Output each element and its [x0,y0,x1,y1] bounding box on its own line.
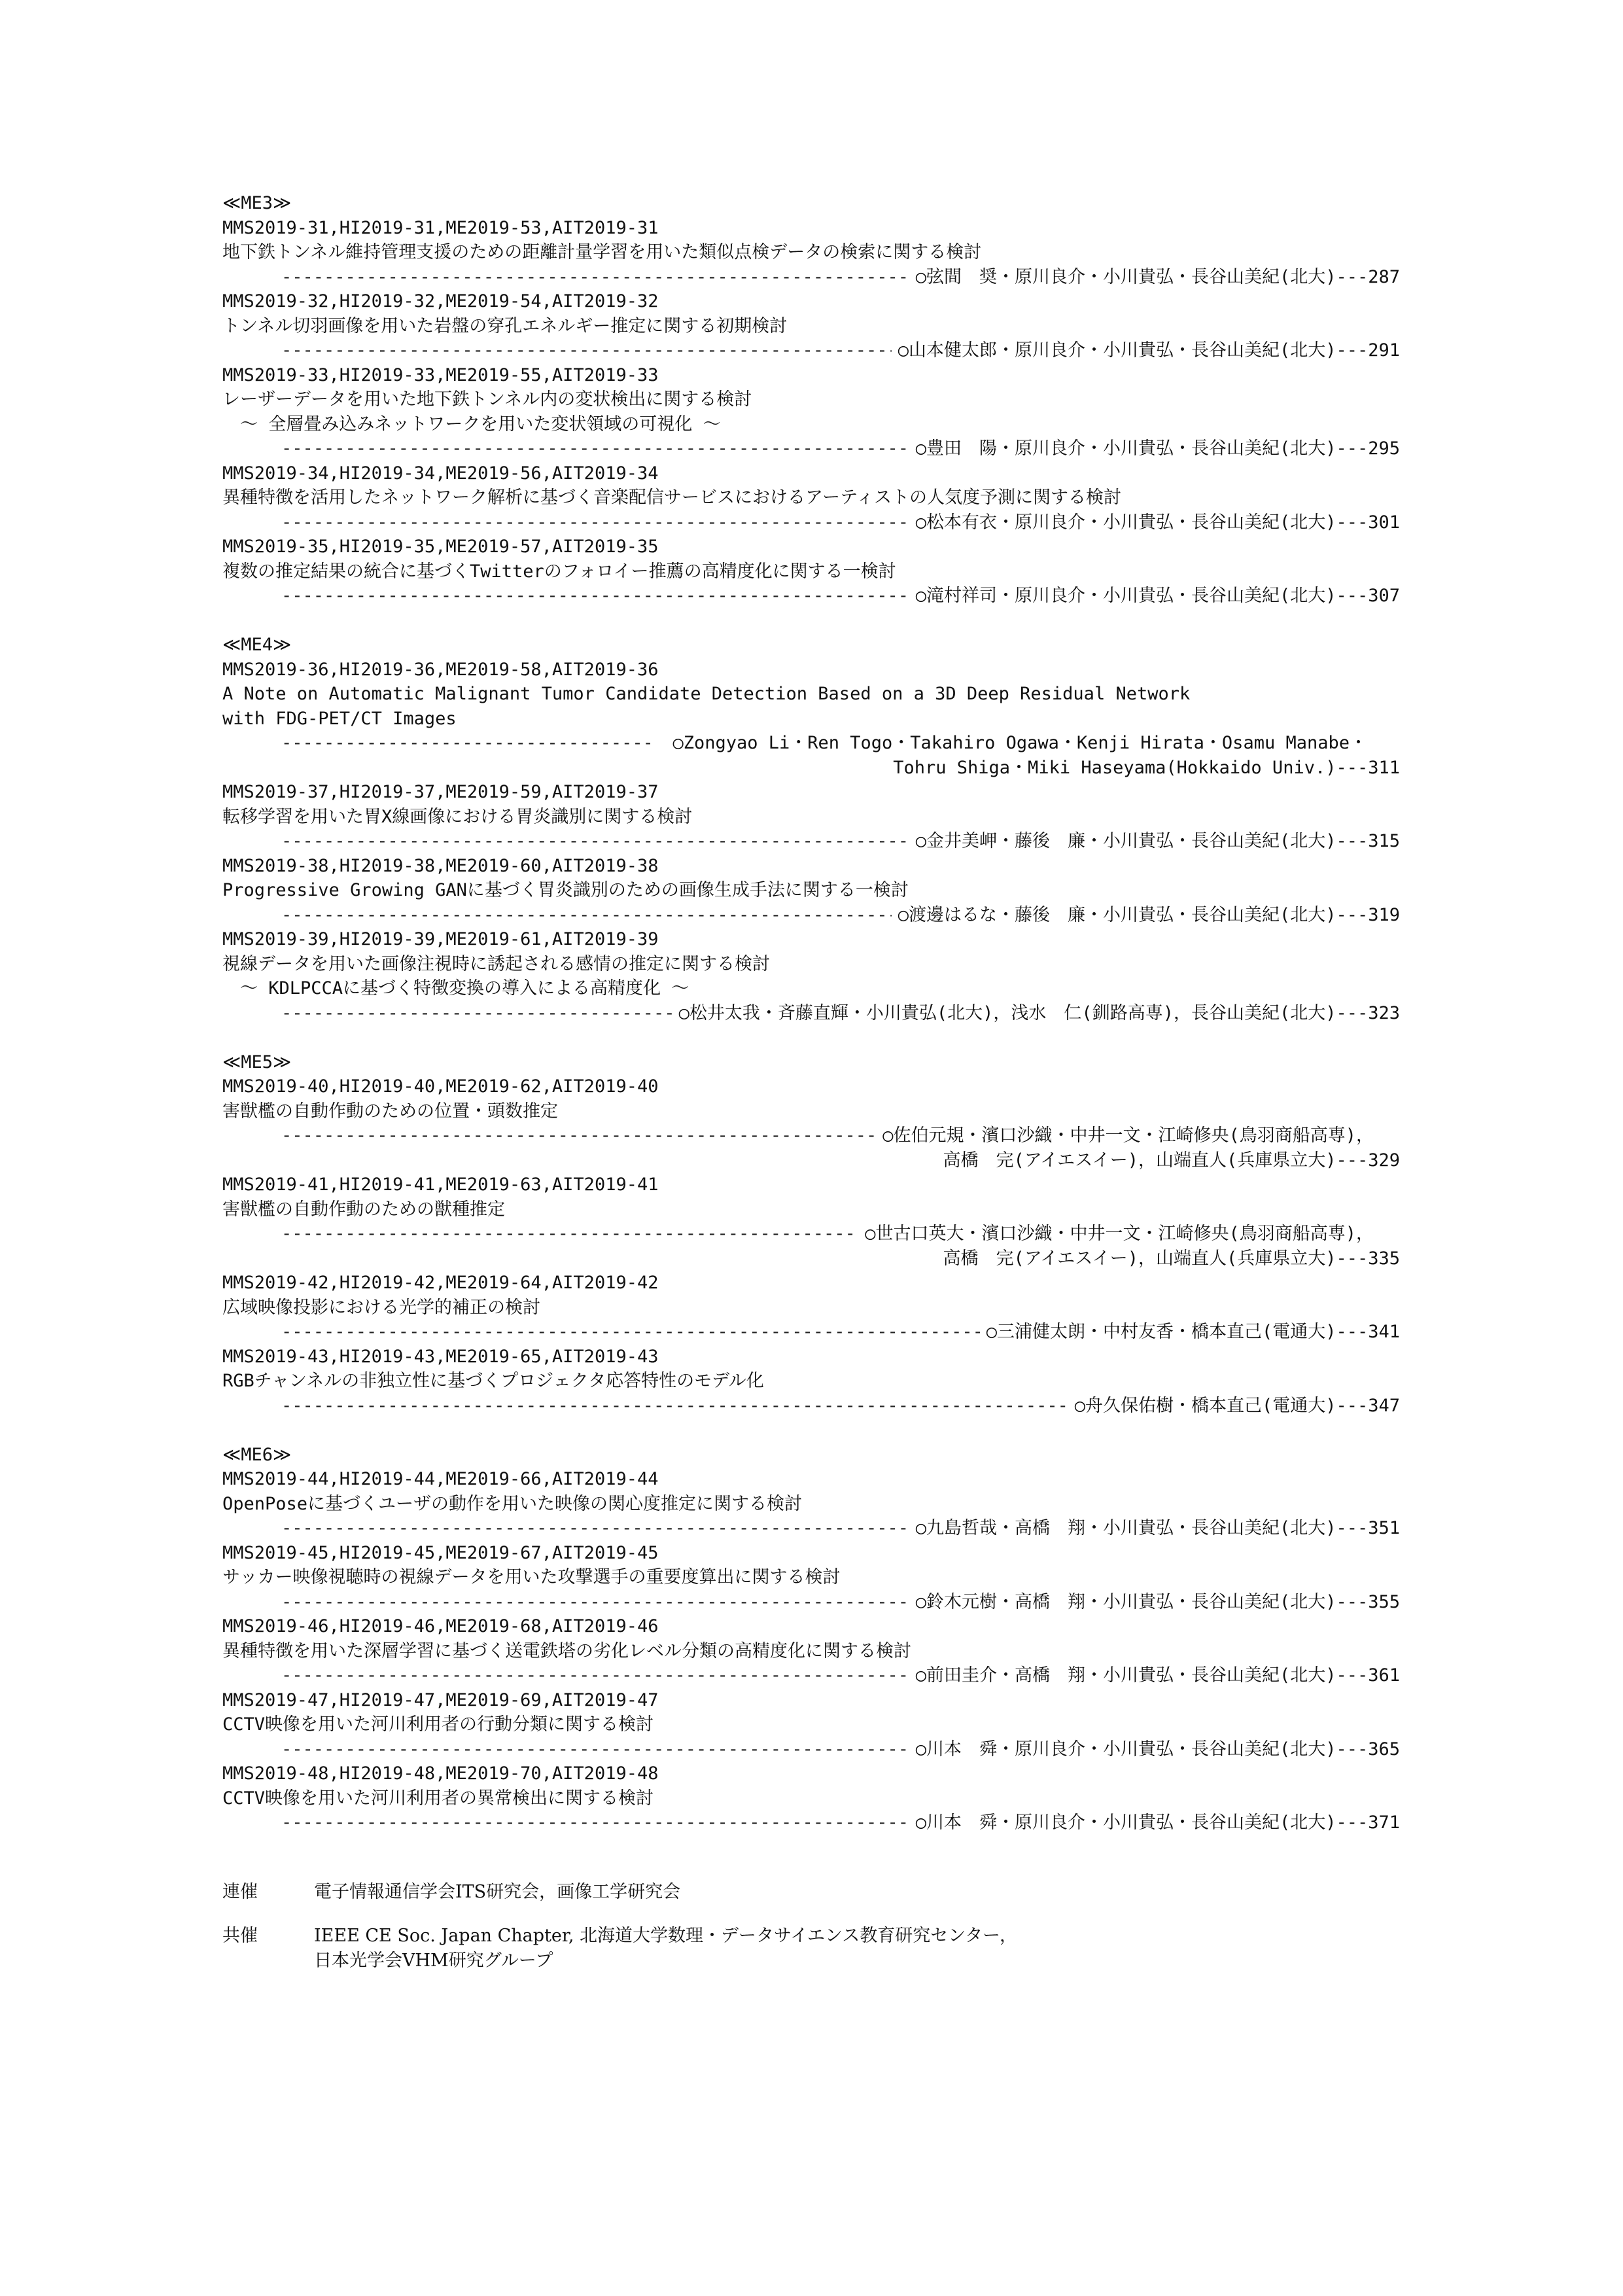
paper-title: 異種特徴を活用したネットワーク解析に基づく音楽配信サービスにおけるアーティストの人気度予測に関する検討 [222,487,1122,508]
paper-authors: ○佐伯元規・濱口沙織・中井一文・江崎修央(鳥羽商船高専)， [882,1125,1374,1146]
paper-title: CCTV映像を用いた河川利用者の行動分類に関する検討 [222,1714,654,1735]
paper-ids: MMS2019-44,HI2019-44,ME2019-66,AIT2019-44 [222,1469,659,1489]
leader-dashes [281,1320,980,1345]
paper-ids: MMS2019-45,HI2019-45,ME2019-67,AIT2019-45 [222,1542,659,1563]
paper-ids: MMS2019-46,HI2019-46,ME2019-68,AIT2019-46 [222,1616,659,1636]
paper-authors: ○Zongyao Li・Ren Togo・Takahiro Ogawa・Kenji Hirata・Osamu Manabe・ [672,733,1367,753]
paper-ids: MMS2019-40,HI2019-40,ME2019-62,AIT2019-40 [222,1076,659,1097]
co-sponsor-text-continued: 日本光学会VHM研究グループ [314,1950,553,1971]
paper-authors: ○鈴木元樹・高橋 翔・小川貴弘・長谷山美紀(北大)---355 [915,1591,1400,1612]
paper-title: 複数の推定結果の統合に基づくTwitterのフォロイー推薦の高精度化に関する一検討 [222,561,896,582]
leader-dashes [281,436,909,461]
session-me6 [222,1443,1400,1835]
leader-dashes [281,1663,909,1688]
paper-entry [222,1467,1400,1541]
paper-title: Progressive Growing GANに基づく胃炎識別のための画像生成手法に関する一検討 [222,880,909,900]
paper-title: RGBチャンネルの非独立性に基づくプロジェクタ応答特性のモデル化 [222,1371,764,1391]
paper-authors: ○渡邊はるな・藤後 廉・小川貴弘・長谷山美紀(北大)---319 [898,904,1400,925]
paper-authors: ○前田圭介・高橋 翔・小川貴弘・長谷山美紀(北大)---361 [915,1665,1400,1686]
paper-title: 害獣檻の自動作動のための位置・頭数推定 [222,1101,558,1122]
paper-ids: MMS2019-35,HI2019-35,ME2019-57,AIT2019-35 [222,537,659,557]
leader-dashes [281,510,909,535]
paper-authors: ○金井美岬・藤後 廉・小川貴弘・長谷山美紀(北大)---315 [915,831,1400,851]
leader-dashes [281,1123,876,1148]
paper-title: サッカー映像視聴時の視線データを用いた攻撃選手の重要度算出に関する検討 [222,1567,841,1587]
leader-dashes [281,1810,909,1835]
leader-dashes [281,584,909,609]
paper-authors: ○弦間 奨・原川良介・小川貴弘・長谷山美紀(北大)---287 [915,266,1400,287]
paper-entry [222,780,1400,854]
paper-title: 地下鉄トンネル維持管理支援のための距離計量学習を用いた類似点検データの検索に関する検討 [222,242,982,262]
paper-entry [222,289,1400,363]
paper-entry [222,1688,1400,1762]
leader-dashes [281,1001,672,1026]
session-me4 [222,633,1400,1025]
paper-authors: ○豊田 陽・原川良介・小川貴弘・長谷山美紀(北大)---295 [915,438,1400,459]
program-page [222,191,1400,1992]
session-header: ≪ME5≫ [222,1051,292,1072]
leader-dashes [281,265,909,290]
paper-authors: ○松本有衣・原川良介・小川貴弘・長谷山美紀(北大)---301 [915,512,1400,533]
paper-ids: MMS2019-41,HI2019-41,ME2019-63,AIT2019-41 [222,1174,659,1195]
paper-entry [222,1345,1400,1419]
paper-title: 広域映像投影における光学的補正の検討 [222,1297,540,1318]
paper-ids: MMS2019-37,HI2019-37,ME2019-59,AIT2019-37 [222,782,659,802]
leader-dashes [281,829,909,854]
leader-dashes [281,903,892,928]
paper-entry [222,1541,1400,1615]
paper-authors: ○川本 舜・原川良介・小川貴弘・長谷山美紀(北大)---371 [915,1812,1400,1833]
session-me5 [222,1050,1400,1419]
paper-title: 視線データを用いた画像注視時に誘起される感情の推定に関する検討 [222,953,770,974]
co-held-text: 電子情報通信学会ITS研究会，画像工学研究会 [314,1881,681,1902]
paper-ids: MMS2019-31,HI2019-31,ME2019-53,AIT2019-31 [222,217,659,238]
leader-dashes [281,338,892,363]
paper-entry [222,658,1400,781]
paper-ids: MMS2019-38,HI2019-38,ME2019-60,AIT2019-38 [222,855,659,876]
paper-subtitle: ～ 全層畳み込みネットワークを用いた変状領域の可視化 ～ [222,414,721,434]
leader-dashes [281,1516,909,1541]
organizers-footer [222,1880,1400,1973]
paper-authors: ○滝村祥司・原川良介・小川貴弘・長谷山美紀(北大)---307 [915,586,1400,606]
paper-authors-continued: 高橋 完(アイエスイー)，山端直人(兵庫県立大)---335 [943,1248,1400,1269]
paper-ids: MMS2019-43,HI2019-43,ME2019-65,AIT2019-43 [222,1346,659,1367]
paper-authors: ○松井太我・斉藤直輝・小川貴弘(北大)，浅水 仁(釧路高専)，長谷山美紀(北大)---323 [678,1002,1400,1023]
paper-title: 異種特徴を用いた深層学習に基づく送電鉄塔の劣化レベル分類の高精度化に関する検討 [222,1640,911,1661]
paper-ids: MMS2019-36,HI2019-36,ME2019-58,AIT2019-36 [222,659,659,680]
paper-subtitle: ～ KDLPCCAに基づく特徴変換の導入による高精度化 ～ [222,978,689,998]
paper-ids: MMS2019-48,HI2019-48,ME2019-70,AIT2019-48 [222,1763,659,1784]
leader-dashes [281,1737,909,1762]
session-header: ≪ME3≫ [222,193,292,213]
paper-title: トンネル切羽画像を用いた岩盤の穿孔エネルギー推定に関する初期検討 [222,315,788,336]
paper-authors-continued: Tohru Shiga・Miki Haseyama(Hokkaido Univ.)---311 [893,757,1400,778]
co-sponsor-label: 共催 [222,1926,258,1946]
paper-entry [222,1761,1400,1835]
session-me3 [222,191,1400,609]
paper-authors: ○舟久保佑樹・橋本直己(電通大)---347 [1074,1395,1400,1416]
co-held-label: 連催 [222,1881,258,1902]
paper-entry [222,1074,1400,1173]
paper-entry [222,461,1400,535]
paper-authors: ○三浦健太朗・中村友香・橋本直己(電通大)---341 [986,1322,1400,1342]
paper-ids: MMS2019-47,HI2019-47,ME2019-69,AIT2019-47 [222,1689,659,1710]
paper-entry [222,1173,1400,1271]
paper-title: OpenPoseに基づくユーザの動作を用いた映像の関心度推定に関する検討 [222,1493,803,1514]
co-held-row [222,1880,1400,1905]
co-sponsor-text: IEEE CE Soc. Japan Chapter, 北海道大学数理・データサイエンス教育研究センター， [314,1926,1018,1946]
session-header: ≪ME4≫ [222,635,292,655]
paper-authors: ○九島哲哉・高橋 翔・小川貴弘・長谷山美紀(北大)---351 [915,1518,1400,1538]
paper-entry [222,535,1400,609]
paper-title: レーザーデータを用いた地下鉄トンネル内の変状検出に関する検討 [222,389,752,410]
leader-dashes [281,1394,1068,1419]
paper-title: A Note on Automatic Malignant Tumor Candidate Detection Based on a 3D Deep Residual Network [222,684,1191,704]
paper-authors: ○山本健太郎・原川良介・小川貴弘・長谷山美紀(北大)---291 [898,340,1400,361]
leader-dashes [281,1222,858,1246]
session-header: ≪ME6≫ [222,1444,292,1465]
paper-entry [222,927,1400,1025]
leader-dashes [281,1590,909,1615]
paper-ids: MMS2019-32,HI2019-32,ME2019-54,AIT2019-32 [222,291,659,311]
paper-ids: MMS2019-34,HI2019-34,ME2019-56,AIT2019-34 [222,463,659,484]
paper-title: 害獣檻の自動作動のための獣種推定 [222,1199,505,1220]
paper-ids: MMS2019-33,HI2019-33,ME2019-55,AIT2019-33 [222,364,659,385]
leader-dashes [281,731,650,756]
paper-entry [222,854,1400,928]
paper-entry [222,1614,1400,1688]
paper-entry [222,1271,1400,1345]
paper-authors-continued: 高橋 完(アイエスイー)，山端直人(兵庫県立大)---329 [943,1150,1400,1171]
paper-title: CCTV映像を用いた河川利用者の異常検出に関する検討 [222,1788,654,1809]
paper-ids: MMS2019-39,HI2019-39,ME2019-61,AIT2019-39 [222,929,659,949]
paper-authors: ○川本 舜・原川良介・小川貴弘・長谷山美紀(北大)---365 [915,1739,1400,1759]
paper-ids: MMS2019-42,HI2019-42,ME2019-64,AIT2019-42 [222,1273,659,1293]
paper-authors: ○世古口英大・濱口沙織・中井一文・江崎修央(鳥羽商船高専)， [865,1224,1374,1244]
paper-entry [222,216,1400,290]
paper-title: 転移学習を用いた胃X線画像における胃炎識別に関する検討 [222,806,693,827]
co-sponsor-row [222,1924,1400,1973]
paper-entry [222,363,1400,461]
paper-title-continued: with FDG-PET/CT Images [222,708,457,729]
